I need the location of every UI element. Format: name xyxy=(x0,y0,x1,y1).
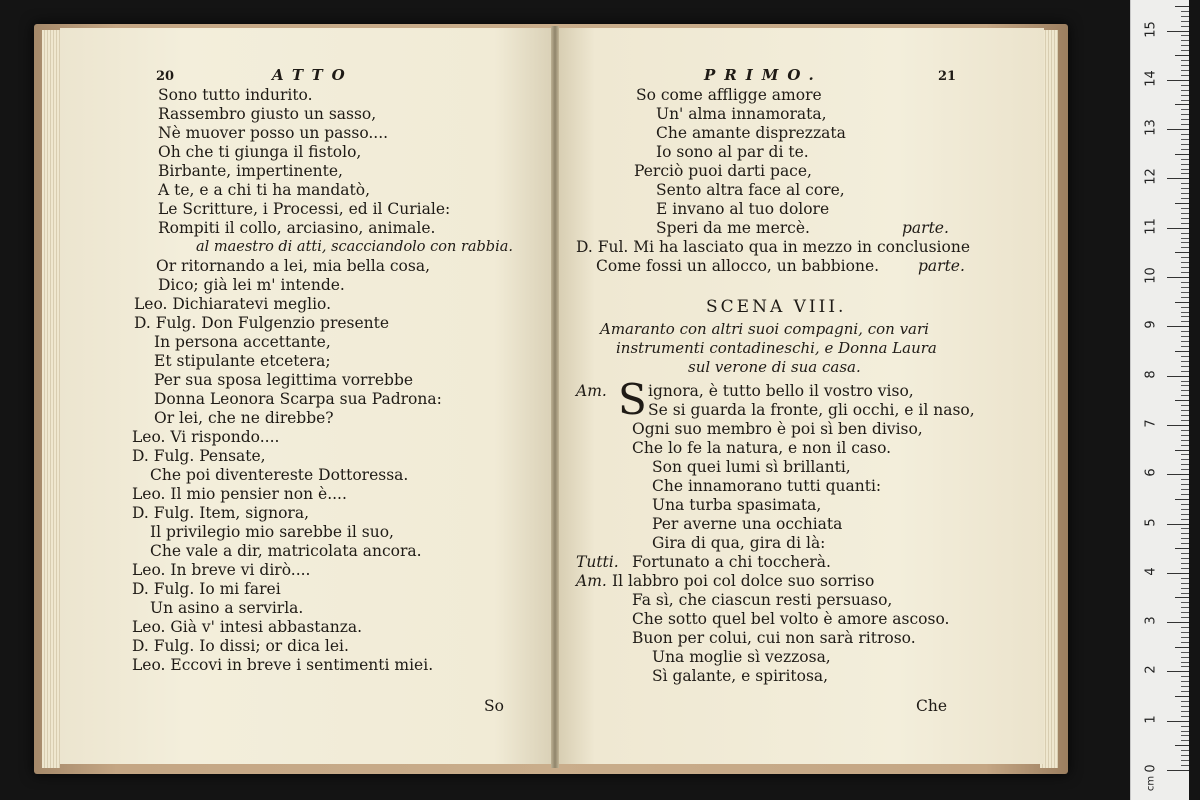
ruler-tick xyxy=(1181,726,1189,727)
ruler-tick xyxy=(1181,686,1189,687)
ruler-tick xyxy=(1181,16,1189,17)
ruler-tick xyxy=(1181,267,1189,268)
ruler-tick xyxy=(1181,395,1189,396)
text-line: A te, e a chi ti ha mandatò, xyxy=(158,181,371,199)
text-line: D. Fulg. Io mi farei xyxy=(132,580,281,598)
ruler-label: 2 xyxy=(1143,665,1159,675)
text-line: Che innamorano tutti quanti: xyxy=(652,477,882,495)
ruler-tick xyxy=(1181,193,1189,194)
stage-direction: al maestro di atti, scacciandolo con rabbia. xyxy=(196,239,513,255)
text-line: Or lei, che ne direbbe? xyxy=(154,409,334,427)
ruler-label: 0 xyxy=(1143,764,1159,773)
scene-cast-line: sul verone di sua casa. xyxy=(688,358,861,376)
book-gutter xyxy=(551,26,559,768)
ruler-tick xyxy=(1175,696,1189,697)
text-line: Rassembro giusto un sasso, xyxy=(158,105,377,123)
ruler-tick xyxy=(1175,400,1189,401)
scene-cast-line: Amaranto con altri suoi compagni, con vari xyxy=(600,320,929,338)
ruler-tick xyxy=(1181,494,1189,495)
text-line: Sono tutto indurito. xyxy=(158,86,313,104)
text-line: Speri da me mercè. xyxy=(656,219,810,237)
ruler-label: 12 xyxy=(1143,168,1159,186)
ruler-tick xyxy=(1175,450,1189,451)
text-line: Leo. Vi rispondo.... xyxy=(132,428,280,446)
ruler-tick xyxy=(1181,65,1189,66)
text-line: Buon per colui, cui non sarà ritroso. xyxy=(632,629,916,647)
text-line: D. Fulg. Pensate, xyxy=(132,447,266,465)
ruler-tick xyxy=(1181,410,1189,411)
ruler-tick xyxy=(1181,257,1189,258)
text-line: Leo. Dichiaratevi meglio. xyxy=(134,295,332,313)
drop-capital: S xyxy=(618,375,647,424)
ruler-tick xyxy=(1181,95,1189,96)
ruler-tick xyxy=(1175,6,1189,7)
ruler-tick xyxy=(1175,647,1189,648)
ruler-tick xyxy=(1175,745,1189,746)
text-line: Leo. In breve vi dirò.... xyxy=(132,561,311,579)
ruler-tick xyxy=(1181,297,1189,298)
ruler-tick xyxy=(1181,607,1189,608)
page-number-left: 20 xyxy=(156,69,175,84)
page-number-right: 21 xyxy=(938,69,957,84)
ruler-tick xyxy=(1181,213,1189,214)
text-line: Una turba spasimata, xyxy=(652,496,822,514)
ruler-tick xyxy=(1181,563,1189,564)
ruler-tick xyxy=(1181,464,1189,465)
ruler-tick xyxy=(1181,144,1189,145)
ruler-tick xyxy=(1181,701,1189,702)
text-line: Sì galante, e spiritosa, xyxy=(652,667,829,685)
scene-cast-line: instrumenti contadineschi, e Donna Laura xyxy=(616,339,937,357)
text-line: Rompiti il collo, arciasino, animale. xyxy=(158,219,436,237)
right-page xyxy=(556,28,1044,764)
measuring-ruler xyxy=(1130,0,1189,800)
ruler-label: 15 xyxy=(1143,20,1159,38)
ruler-tick xyxy=(1181,706,1189,707)
ruler-tick xyxy=(1167,228,1189,229)
text-line: Un asino a servirla. xyxy=(150,599,304,617)
ruler-label: 6 xyxy=(1143,468,1159,477)
ruler-tick xyxy=(1181,223,1189,224)
ruler-tick xyxy=(1181,602,1189,603)
ruler-tick xyxy=(1181,765,1189,766)
ruler-tick xyxy=(1167,80,1189,81)
ruler-tick xyxy=(1181,652,1189,653)
ruler-tick xyxy=(1181,70,1189,71)
ruler-tick xyxy=(1181,292,1189,293)
ruler-tick xyxy=(1181,366,1189,367)
ruler-tick xyxy=(1181,642,1189,643)
ruler-tick xyxy=(1181,312,1189,313)
ruler-tick xyxy=(1181,109,1189,110)
text-line: Et stipulante etcetera; xyxy=(154,352,331,370)
ruler-tick xyxy=(1181,489,1189,490)
ruler-tick xyxy=(1181,21,1189,22)
ruler-tick xyxy=(1175,351,1189,352)
ruler-tick xyxy=(1181,454,1189,455)
ruler-tick xyxy=(1181,568,1189,569)
ruler-tick xyxy=(1181,617,1189,618)
text-line: Birbante, impertinente, xyxy=(158,162,343,180)
ruler-tick xyxy=(1175,597,1189,598)
ruler-tick xyxy=(1181,504,1189,505)
text-line: Donna Leonora Scarpa sua Padrona: xyxy=(154,390,442,408)
ruler-tick xyxy=(1181,40,1189,41)
ruler-tick xyxy=(1181,134,1189,135)
ruler-tick xyxy=(1181,218,1189,219)
text-line: Fa sì, che ciascun resti persuaso, xyxy=(632,591,893,609)
ruler-tick xyxy=(1181,282,1189,283)
ruler-tick xyxy=(1181,514,1189,515)
left-page xyxy=(60,28,554,764)
text-line: Gira di qua, gira di là: xyxy=(652,534,826,552)
ruler-tick xyxy=(1181,750,1189,751)
ruler-tick xyxy=(1175,104,1189,105)
ruler-tick xyxy=(1181,238,1189,239)
ruler-tick xyxy=(1181,173,1189,174)
running-head-right: PRIMO. xyxy=(704,66,823,84)
ruler-tick xyxy=(1167,573,1189,574)
ruler-tick xyxy=(1167,770,1189,771)
ruler-tick xyxy=(1181,100,1189,101)
ruler-tick xyxy=(1181,26,1189,27)
ruler-tick xyxy=(1181,336,1189,337)
running-head-left: ATTO xyxy=(272,66,354,84)
catchword-right: Che xyxy=(916,697,948,715)
text-line: Oh che ti giunga il fistolo, xyxy=(158,143,362,161)
ruler-tick xyxy=(1181,85,1189,86)
ruler-tick xyxy=(1181,627,1189,628)
ruler-tick xyxy=(1181,632,1189,633)
ruler-tick xyxy=(1181,287,1189,288)
ruler-tick xyxy=(1167,326,1189,327)
ruler-tick xyxy=(1181,578,1189,579)
ruler-tick xyxy=(1167,474,1189,475)
text-line: D. Fulg. Io dissi; or dica lei. xyxy=(132,637,349,655)
ruler-tick xyxy=(1181,553,1189,554)
ruler-tick xyxy=(1181,75,1189,76)
ruler-tick xyxy=(1181,755,1189,756)
ruler-tick xyxy=(1167,671,1189,672)
ruler-tick xyxy=(1181,420,1189,421)
ruler-tick xyxy=(1181,45,1189,46)
ruler-tick xyxy=(1181,164,1189,165)
ruler-tick xyxy=(1181,233,1189,234)
text-line: Una moglie sì vezzosa, xyxy=(652,648,831,666)
ruler-tick xyxy=(1181,415,1189,416)
text-line: Che vale a dir, matricolata ancora. xyxy=(150,542,422,560)
ruler-label: 5 xyxy=(1143,517,1159,527)
ruler-tick xyxy=(1181,459,1189,460)
ruler-tick xyxy=(1175,499,1189,500)
ruler-tick xyxy=(1181,445,1189,446)
ruler-tick xyxy=(1181,583,1189,584)
catchword-left: So xyxy=(484,697,504,715)
ruler-tick xyxy=(1181,247,1189,248)
text-line: Nè muover posso un passo.... xyxy=(158,124,389,142)
text-line: Le Scritture, i Processi, ed il Curiale: xyxy=(158,200,451,218)
ruler-tick xyxy=(1181,114,1189,115)
text-line: In persona accettante, xyxy=(154,333,331,351)
speaker-label: Tutti. xyxy=(576,553,619,571)
ruler-tick xyxy=(1181,666,1189,667)
ruler-tick xyxy=(1167,31,1189,32)
text-line: Se si guarda la fronte, gli occhi, e il naso, xyxy=(648,401,975,419)
ruler-label: 10 xyxy=(1143,267,1159,284)
stage-direction: parte. xyxy=(918,257,965,275)
ruler-tick xyxy=(1181,390,1189,391)
text-line: Fortunato a chi toccherà. xyxy=(632,553,831,571)
ruler-tick xyxy=(1181,356,1189,357)
stage-direction: parte. xyxy=(902,219,949,237)
ruler-tick xyxy=(1175,203,1189,204)
text-line: Che sotto quel bel volto è amore ascoso. xyxy=(632,610,950,628)
ruler-tick xyxy=(1181,588,1189,589)
text-line: D. Fulg. Don Fulgenzio presente xyxy=(134,314,390,332)
ruler-tick xyxy=(1181,637,1189,638)
ruler-tick xyxy=(1181,361,1189,362)
ruler-tick xyxy=(1181,538,1189,539)
text-line: Ogni suo membro è poi sì ben diviso, xyxy=(632,420,923,438)
ruler-label: 8 xyxy=(1143,369,1159,379)
text-line: Sento altra face al core, xyxy=(656,181,845,199)
ruler-tick xyxy=(1181,760,1189,761)
ruler-tick xyxy=(1181,484,1189,485)
text-line: Che amante disprezzata xyxy=(656,124,846,142)
text-line: Or ritornando a lei, mia bella cosa, xyxy=(156,257,431,275)
ruler-tick xyxy=(1181,321,1189,322)
ruler-tick xyxy=(1181,716,1189,717)
ruler-tick xyxy=(1167,524,1189,525)
ruler-label: 9 xyxy=(1143,320,1159,329)
ruler-tick xyxy=(1167,376,1189,377)
ruler-tick xyxy=(1181,509,1189,510)
ruler-tick xyxy=(1181,469,1189,470)
ruler-tick xyxy=(1181,188,1189,189)
speaker-label: Am. xyxy=(576,382,607,400)
ruler-tick xyxy=(1181,533,1189,534)
ruler-tick xyxy=(1181,331,1189,332)
ruler-tick xyxy=(1181,346,1189,347)
ruler-tick xyxy=(1175,302,1189,303)
scene-heading: SCENA VIII. xyxy=(706,297,847,317)
left-page-edges xyxy=(42,30,60,768)
ruler-tick xyxy=(1181,681,1189,682)
ruler-label: 14 xyxy=(1143,70,1159,87)
ruler-tick xyxy=(1181,381,1189,382)
ruler-tick xyxy=(1181,50,1189,51)
text-line: D. Ful. Mi ha lasciato qua in mezzo in conclusione xyxy=(576,238,970,256)
ruler-tick xyxy=(1181,519,1189,520)
text-line: Son quei lumi sì brillanti, xyxy=(652,458,851,476)
ruler-tick xyxy=(1181,149,1189,150)
ruler-tick xyxy=(1181,558,1189,559)
ruler-tick xyxy=(1181,711,1189,712)
text-line: D. Fulg. Item, signora, xyxy=(132,504,310,522)
ruler-tick xyxy=(1181,316,1189,317)
ruler-tick xyxy=(1181,528,1189,529)
ruler-tick xyxy=(1181,430,1189,431)
ruler-tick xyxy=(1181,35,1189,36)
ruler-tick xyxy=(1181,731,1189,732)
ruler-tick xyxy=(1181,657,1189,658)
ruler-tick xyxy=(1181,11,1189,12)
ruler-tick xyxy=(1181,435,1189,436)
ruler-tick xyxy=(1181,676,1189,677)
ruler-tick xyxy=(1181,662,1189,663)
ruler-tick xyxy=(1167,721,1189,722)
ruler-tick xyxy=(1181,124,1189,125)
text-line: Leo. Eccovi in breve i sentimenti miei. xyxy=(132,656,434,674)
ruler-label: 3 xyxy=(1143,616,1159,625)
text-line: So come affligge amore xyxy=(636,86,822,104)
ruler-tick xyxy=(1181,272,1189,273)
text-line: Per averne una occhiata xyxy=(652,515,843,533)
ruler-tick xyxy=(1181,262,1189,263)
ruler-tick xyxy=(1181,691,1189,692)
text-line: Un' alma innamorata, xyxy=(656,105,827,123)
text-line: Io sono al par di te. xyxy=(656,143,809,161)
ruler-tick xyxy=(1181,198,1189,199)
ruler-tick xyxy=(1181,60,1189,61)
ruler-tick xyxy=(1181,242,1189,243)
ruler-label: 13 xyxy=(1143,119,1159,136)
ruler-tick xyxy=(1167,277,1189,278)
text-line: Leo. Già v' intesi abbastanza. xyxy=(132,618,363,636)
ruler-label: 11 xyxy=(1143,217,1159,235)
ruler-tick xyxy=(1181,208,1189,209)
ruler-tick xyxy=(1181,740,1189,741)
ruler-tick xyxy=(1181,139,1189,140)
text-line: Che poi diventereste Dottoressa. xyxy=(150,466,409,484)
ruler-label: 4 xyxy=(1143,567,1159,576)
ruler-tick xyxy=(1181,735,1189,736)
ruler-tick xyxy=(1181,543,1189,544)
ruler-tick xyxy=(1175,548,1189,549)
ruler-tick xyxy=(1181,405,1189,406)
text-line: Il labbro poi col dolce suo sorriso xyxy=(612,572,875,590)
text-line: Leo. Il mio pensier non è.... xyxy=(132,485,347,503)
text-line: Che lo fe la natura, e non il caso. xyxy=(632,439,892,457)
text-line: ignora, è tutto bello il vostro viso, xyxy=(648,382,914,400)
ruler-tick xyxy=(1181,183,1189,184)
ruler-label: 7 xyxy=(1143,419,1159,428)
ruler-tick xyxy=(1181,612,1189,613)
ruler-tick xyxy=(1167,178,1189,179)
text-line: Per sua sposa legittima vorrebbe xyxy=(154,371,414,389)
text-line: Come fossi un allocco, un babbione. xyxy=(596,257,880,275)
ruler-tick xyxy=(1181,385,1189,386)
ruler-tick xyxy=(1181,371,1189,372)
ruler-tick xyxy=(1181,119,1189,120)
ruler-tick xyxy=(1181,440,1189,441)
ruler-tick xyxy=(1181,593,1189,594)
ruler-tick xyxy=(1181,307,1189,308)
ruler-tick xyxy=(1167,622,1189,623)
ruler-tick xyxy=(1167,425,1189,426)
ruler-tick xyxy=(1181,479,1189,480)
ruler-tick xyxy=(1175,252,1189,253)
ruler-tick xyxy=(1181,159,1189,160)
ruler-tick xyxy=(1181,169,1189,170)
text-line: Perciò puoi darti pace, xyxy=(634,162,812,180)
ruler-unit-label: cm xyxy=(1145,775,1157,792)
ruler-tick xyxy=(1181,341,1189,342)
ruler-tick xyxy=(1181,90,1189,91)
ruler-tick xyxy=(1175,154,1189,155)
ruler-tick xyxy=(1175,55,1189,56)
ruler-label: 1 xyxy=(1143,715,1159,724)
text-line: Il privilegio mio sarebbe il suo, xyxy=(150,523,394,541)
ruler-tick xyxy=(1167,129,1189,130)
text-line: Dico; già lei m' intende. xyxy=(158,276,345,294)
speaker-label: Am. xyxy=(576,572,607,590)
text-line: E invano al tuo dolore xyxy=(656,200,830,218)
